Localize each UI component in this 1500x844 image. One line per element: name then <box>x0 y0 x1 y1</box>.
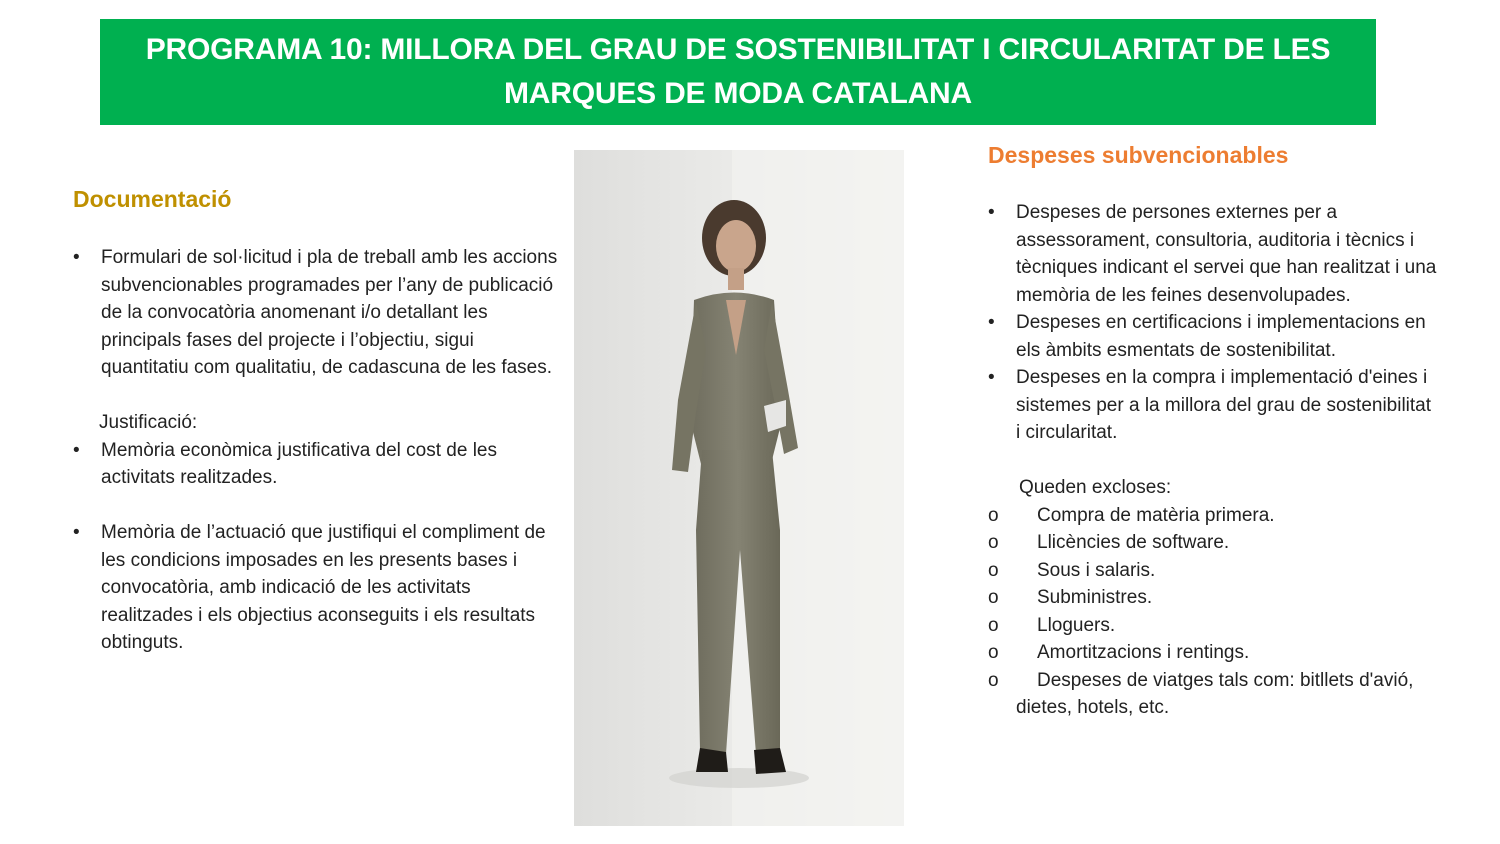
circle-marker: o <box>988 587 999 608</box>
excluded-item-text: Compra de matèria primera. <box>1037 504 1275 526</box>
documentacio-title: Documentació <box>73 186 232 212</box>
excluded-item-text: Subministres. <box>1037 587 1153 608</box>
excluded-item-text: Llicències de software. <box>1037 532 1230 553</box>
list-item <box>988 364 1438 447</box>
circle-marker: o <box>988 532 999 553</box>
excluded-item-text: Lloguers. <box>1037 614 1116 636</box>
excluded-item <box>988 612 1438 640</box>
list-item-text: Despeses de persones externes per a assessorament, consultoria, auditoria i tècnics i tècniques indicant el servei que han realitzat i una memòria de les feines desenvolupades. <box>1016 202 1437 306</box>
bullet-marker: • <box>73 247 80 268</box>
excluded-item-text: Amortitzacions i rentings. <box>1037 642 1250 663</box>
circle-marker: o <box>988 559 999 581</box>
circle-marker: o <box>988 642 999 663</box>
documentacio-section <box>73 244 563 657</box>
bullet-marker: • <box>988 202 995 223</box>
list-item-text: Formulari de sol·licitud i pla de treball amb les accions subvencionables programades per l’any de publicació de la convocatòria anomenant i/o detallant les principals fases del projecte i l’objectiu, sigui quantitatiu com qualitatiu, de cadascuna de les fases. <box>101 247 558 378</box>
excluded-item <box>988 584 1438 612</box>
excluded-item <box>988 529 1438 557</box>
list-item <box>73 244 563 382</box>
bullet-marker: • <box>73 522 80 543</box>
excluded-item <box>988 667 1438 722</box>
justificacio-label: Justificació: <box>99 412 198 433</box>
page-title: PROGRAMA 10: MILLORA DEL GRAU DE SOSTENIBILITAT I CIRCULARITAT DE LES MARQUES DE MODA CATALANA <box>145 33 1331 110</box>
list-item-text: Memòria de l’actuació que justifiqui el compliment de les condicions imposades en les presents bases i convocatòria, amb indicació de les activitats realitzades i els objectius aconseguits i els resultats obtinguts. <box>101 522 546 653</box>
list-item <box>73 437 563 492</box>
circle-marker: o <box>988 614 999 636</box>
bullet-marker: • <box>988 312 995 333</box>
bullet-marker: • <box>988 367 995 388</box>
bullet-marker: • <box>73 439 80 461</box>
circle-marker: o <box>988 669 999 691</box>
excluded-item <box>988 502 1438 530</box>
list-item <box>988 199 1438 309</box>
despeses-title: Despeses subvencionables <box>988 142 1289 168</box>
despeses-section <box>988 199 1438 722</box>
list-item-text: Despeses en certificacions i implementacions en els àmbits esmentats de sostenibilitat. <box>1016 312 1426 361</box>
circle-marker: o <box>988 504 999 526</box>
list-item-text: Despeses en la compra i implementació d'eines i sistemes per a la millora del grau de sostenibilitat i circularitat. <box>1016 367 1432 443</box>
list-item <box>73 519 563 657</box>
excluded-item <box>988 639 1438 667</box>
excluded-item <box>988 557 1438 585</box>
header-banner <box>100 19 1376 125</box>
excloses-label: Queden excloses: <box>1019 477 1172 498</box>
excluded-item-text: Sous i salaris. <box>1037 559 1156 581</box>
list-item-text: Memòria econòmica justificativa del cost de les activitats realitzades. <box>101 439 498 488</box>
fashion-photo <box>574 150 904 826</box>
excluded-item-text: Despeses de viatges tals com: bitllets d'avió, dietes, hotels, etc. <box>1016 669 1414 718</box>
list-item <box>988 309 1438 364</box>
